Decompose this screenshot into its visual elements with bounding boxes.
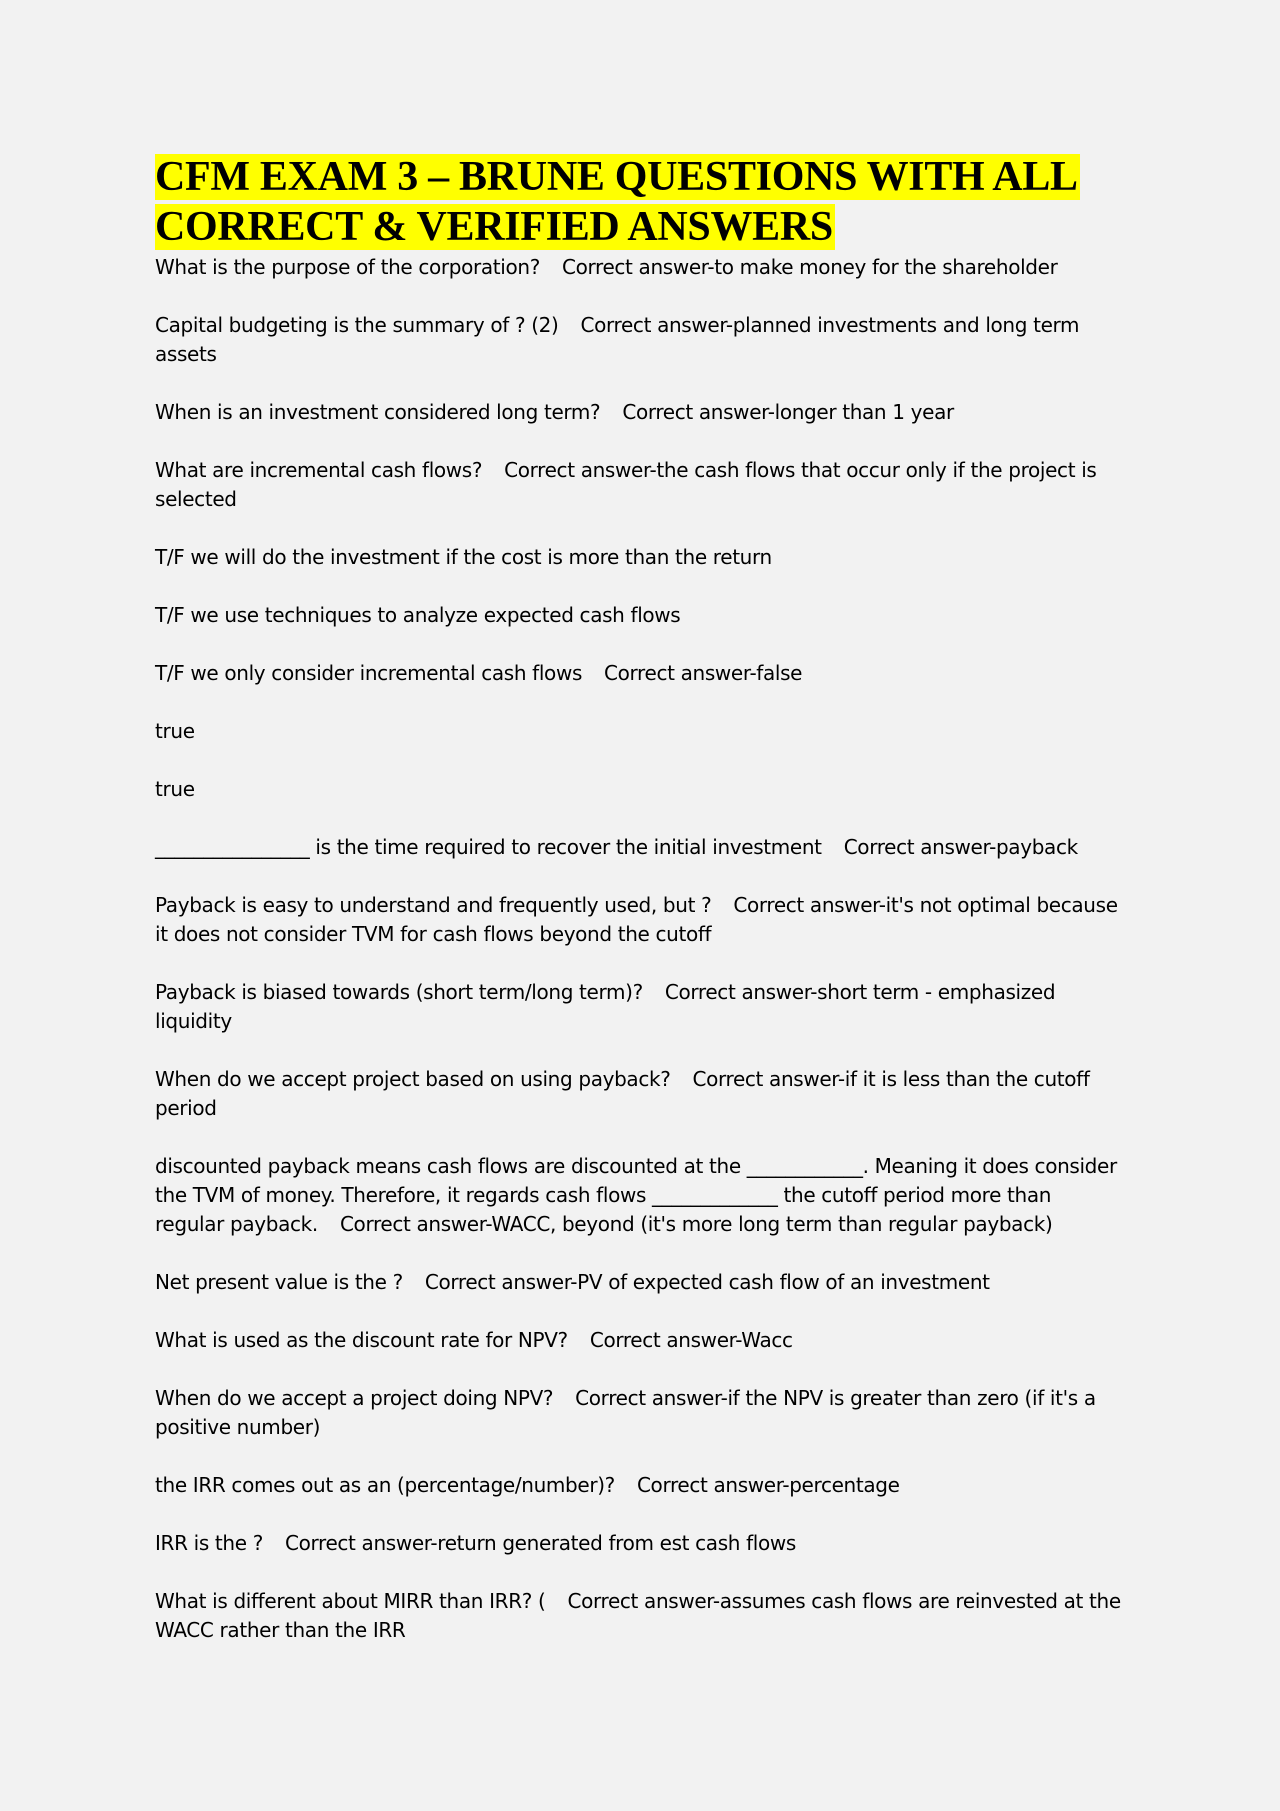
question-text: What is used as the discount rate for NPV? bbox=[155, 1328, 568, 1352]
qa-entry bbox=[155, 659, 1125, 688]
qa-entry bbox=[155, 833, 1125, 862]
question-text: true bbox=[155, 777, 195, 801]
answer-text: Correct answer-false bbox=[604, 661, 803, 685]
question-text: T/F we will do the investment if the cost is more than the return bbox=[155, 545, 772, 569]
answer-text: Correct answer-WACC, beyond (it's more long term than regular payback) bbox=[339, 1212, 1053, 1236]
answer-text: Correct answer-PV of expected cash flow of an investment bbox=[424, 1270, 990, 1294]
qa-entry bbox=[155, 456, 1125, 514]
answer-text: Correct answer-percentage bbox=[636, 1473, 900, 1497]
question-text: T/F we only consider incremental cash flows bbox=[155, 661, 583, 685]
qa-entry bbox=[155, 543, 1125, 572]
question-text: When do we accept a project doing NPV? bbox=[155, 1386, 554, 1410]
answer-text: Correct answer-the cash flows that occur only if the project is selected bbox=[155, 458, 1097, 511]
question-text: What are incremental cash flows? bbox=[155, 458, 483, 482]
document-title bbox=[155, 152, 1125, 252]
qa-entry bbox=[155, 601, 1125, 630]
qa-entry bbox=[155, 978, 1125, 1036]
qa-entry bbox=[155, 1587, 1125, 1645]
answer-text: Correct answer-Wacc bbox=[589, 1328, 793, 1352]
answer-text: Correct answer-short term - emphasized liquidity bbox=[155, 980, 1056, 1033]
qa-entry bbox=[155, 1529, 1125, 1558]
answer-text: Correct answer-longer than 1 year bbox=[622, 400, 954, 424]
question-text: T/F we use techniques to analyze expected cash flows bbox=[155, 603, 681, 627]
answer-text: Correct answer-it's not optimal because it does not consider TVM for cash flows beyond the cutoff bbox=[155, 893, 1118, 946]
question-text: What is different about MIRR than IRR? ( bbox=[155, 1589, 546, 1613]
question-text: IRR is the ? bbox=[155, 1531, 263, 1555]
question-text: What is the purpose of the corporation? bbox=[155, 255, 540, 279]
qa-entry bbox=[155, 1268, 1125, 1297]
question-text: Payback is easy to understand and frequently used, but ? bbox=[155, 893, 712, 917]
question-text: When do we accept project based on using payback? bbox=[155, 1067, 671, 1091]
qa-entry bbox=[155, 775, 1125, 804]
qa-entry bbox=[155, 1065, 1125, 1123]
qa-entry bbox=[155, 717, 1125, 746]
question-text: true bbox=[155, 719, 195, 743]
answer-text: Correct answer-to make money for the shareholder bbox=[561, 255, 1058, 279]
qa-entry bbox=[155, 1326, 1125, 1355]
qa-entry bbox=[155, 1384, 1125, 1442]
document-page bbox=[155, 152, 1125, 1674]
answer-text: Correct answer-if it is less than the cutoff period bbox=[155, 1067, 1090, 1120]
question-text: Payback is biased towards (short term/long term)? bbox=[155, 980, 643, 1004]
document-title-highlight: CFM EXAM 3 – BRUNE QUESTIONS WITH ALL CORRECT & VERIFIED ANSWERS bbox=[155, 154, 1078, 250]
question-text: ________________ is the time required to recover the initial investment bbox=[155, 835, 822, 859]
question-text: the IRR comes out as an (percentage/number)? bbox=[155, 1473, 615, 1497]
qa-entry bbox=[155, 253, 1125, 282]
answer-text: Correct answer-payback bbox=[843, 835, 1078, 859]
answer-text: Correct answer-return generated from est cash flows bbox=[284, 1531, 796, 1555]
qa-entry bbox=[155, 1152, 1125, 1239]
qa-entry bbox=[155, 398, 1125, 427]
qa-entry bbox=[155, 1471, 1125, 1500]
qa-entry bbox=[155, 311, 1125, 369]
answer-text: Correct answer-assumes cash flows are reinvested at the WACC rather than the IRR bbox=[155, 1589, 1121, 1642]
question-text: Capital budgeting is the summary of ? (2) bbox=[155, 313, 559, 337]
answer-text: Correct answer-planned investments and long term assets bbox=[155, 313, 1080, 366]
question-text: When is an investment considered long term? bbox=[155, 400, 601, 424]
question-text: Net present value is the ? bbox=[155, 1270, 403, 1294]
answer-text: Correct answer-if the NPV is greater than zero (if it's a positive number) bbox=[155, 1386, 1096, 1439]
question-text: discounted payback means cash flows are discounted at the ____________. Meaning it does consider the TVM of money. Therefore, it regards cash flows _____________ the cutoff period more than regular payback. bbox=[155, 1154, 1117, 1236]
qa-entry bbox=[155, 891, 1125, 949]
